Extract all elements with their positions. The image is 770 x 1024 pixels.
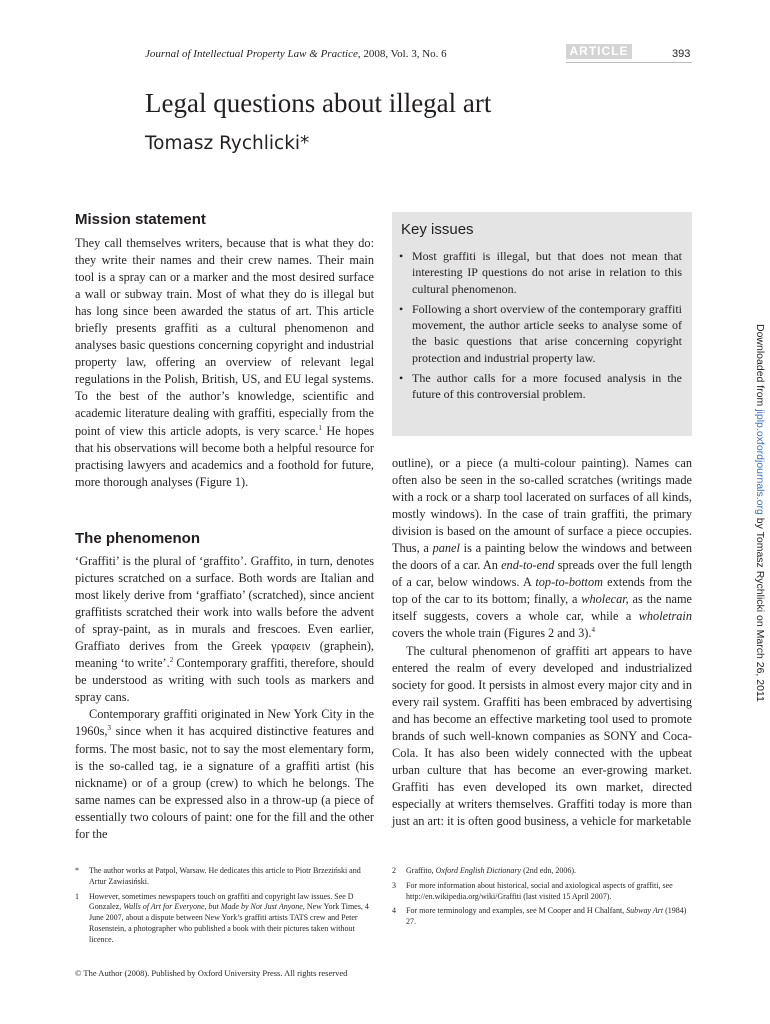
download-suffix: by Tomasz Rychlicki on March 26, 2011 — [754, 514, 766, 702]
mission-text — [75, 235, 374, 491]
phenomenon-heading: The phenomenon — [75, 530, 200, 547]
right-p1-c: spreads over the full length of a car, below windows. A — [392, 558, 692, 590]
term-top-to-bottom: top-to-bottom — [535, 575, 603, 590]
right-paragraph-2: The cultural phenomenon of graffiti art appears to have entered the realm of every developed and industrialized society for good. It persists in almost every major city and in every rail system. Graffiti has been embraced by advertising and has become an effective marketing tool used to promote brands of such well-known companies as SONY and Coca-Cola. It has also been widely connected with the upbeat urban culture that has become an ever-growing market. Graffiti has even developed its own market, directed especially at writers themselves. Graffiti today is more than just an art: it is often good business, a vehicle for marketable — [392, 643, 692, 828]
key-issues-list — [392, 248, 692, 407]
bullet-icon: • — [399, 249, 404, 263]
footnote-text-a: However, sometimes newspapers touch on graffiti and copyright law issues. See D Gonzalez, — [89, 891, 354, 912]
mission-text-b: He hopes that his observations will become both a helpful resource for practising lawyers and academics and a foothold for future, more thorough analyses (Figure 1). — [75, 423, 374, 489]
footnote-item — [392, 906, 692, 928]
footnotes-right — [392, 866, 692, 932]
footnote-label: * — [75, 866, 79, 875]
copyright-notice: © The Author (2008). Published by Oxford University Press. All rights reserved — [75, 968, 348, 978]
page-number: 393 — [672, 48, 691, 60]
phenomenon-p2-b: since when it has acquired distinctive features and forms. The most basic, not to say the most elementary form, is the so-called tag, ie a signature of a graffiti artist (his nickname) or of a group (crew) to which he belongs. The same names can be expressed also in a throw-up (a piece of essentially two colours of paint: one for the fill and the other for the — [75, 724, 374, 841]
journal-name: Journal of Intellectual Property Law & Practice — [145, 48, 358, 60]
download-prefix: Downloaded from — [754, 324, 766, 410]
footnote-ref-3[interactable]: 3 — [107, 724, 111, 733]
key-issue-text: Most graffiti is illegal, but that does not mean that interesting IP questions do not arise in relation to this cultural phenomenon. — [412, 249, 682, 296]
bullet-icon: • — [399, 371, 404, 386]
key-issues-heading: Key issues — [401, 221, 474, 238]
footnote-text — [392, 906, 692, 928]
footnote-item — [392, 881, 692, 903]
footnote-ref-4[interactable]: 4 — [591, 626, 595, 635]
footnote-item — [392, 866, 692, 877]
running-header — [145, 48, 447, 60]
key-issue-text: The author calls for a more focused analysis in the future of this controversial problem. — [412, 371, 682, 402]
bullet-icon: • — [399, 301, 404, 316]
phenomenon-p1-b: Contemporary graffiti, therefore, should be understood as writing with such tools as markers and spray cans. — [75, 656, 374, 705]
right-p1-e: as the name itself suggests, covers a whole car, while a — [392, 592, 692, 624]
phenomenon-p1-a: ‘Graffiti’ is the plural of ‘graffito’. Graffito, in turn, denotes pictures scratched on a surface. Both words are Italian and most likely derive from ‘graffiato’ (scratched), since ancient graffitists scratched their work into walls before the advent of spray-paint, as in murals and frescoes. Even earlier, Graffiato derives from the Greek γραφειν (graphein), meaning ‘to write’. — [75, 554, 374, 671]
footnote-label: 3 — [392, 880, 396, 890]
journal-citation: , 2008, Vol. 3, No. 6 — [357, 48, 447, 60]
footnote-label: 4 — [392, 906, 396, 916]
footnote-label: 2 — [392, 866, 396, 875]
footnote-text-b: (2nd edn, 2006). — [521, 866, 576, 875]
term-panel: panel — [432, 541, 460, 556]
phenomenon-paragraph-2 — [75, 706, 374, 842]
phenomenon-p2-a: Contemporary graffiti originated in New York City in the 1960s, — [75, 707, 374, 739]
download-notice — [754, 324, 766, 702]
footnote-label: 1 — [75, 891, 79, 901]
footnote-item — [75, 892, 374, 946]
footnote-text — [392, 866, 692, 877]
footnote-ref-1[interactable]: 1 — [318, 423, 322, 432]
key-issues-box — [392, 212, 692, 436]
right-p1-a: outline), or a piece (a multi-colour painting). Names can often also be seen in the so-called scratches (writings made with a rock or a sharp tool lacerated on surfaces of all kinds, mostly windows). In the case of train graffiti, the primary division is based on the amount of surface a piece occupies. Thus, a — [392, 456, 692, 556]
footnote-text-b: (1984) 27. — [406, 906, 687, 927]
key-issue-item — [392, 301, 692, 366]
right-column-text — [392, 455, 692, 830]
phenomenon-paragraph-1 — [75, 553, 374, 706]
term-wholetrain: wholetrain — [638, 609, 692, 624]
mission-text-a: They call themselves writers, because that is what they do: they write their names and their crew names. Their main tool is a spray can or a marker and the most desired surface a wall or subway train. Most of what they do is illegal but has long since been awarded the status of art. This article briefly presents graffiti as a cultural phenomenon and analyses basic questions concerning copyright and industrial property law, offering an overview of relevant legal regulations in the Polish, British, US, and EU legal systems. To the best of the author’s knowledge, scientific and academic literature dealing with graffiti, especially from the point of view this article adopts, is very scarce. — [75, 236, 374, 438]
article-author: Tomasz Rychlicki* — [145, 133, 310, 154]
term-end-to-end: end-to-end — [501, 558, 555, 573]
key-issue-text: Following a short overview of the contemporary graffiti movement, the author article seeks to analyse some of the basic questions that arise concerning copyright protection and industrial property law. — [412, 301, 682, 365]
footnote-text-a: For more terminology and examples, see M Cooper and H Chalfant, — [406, 906, 627, 916]
footnote-item — [75, 866, 374, 888]
article-title: Legal questions about illegal art — [145, 88, 492, 118]
footnote-text — [75, 892, 374, 946]
header-rule — [566, 62, 692, 63]
journal-link[interactable]: jiplp.oxfordjournals.org — [754, 409, 766, 515]
right-p1-d: extends from the top of the car to its bottom; finally, a — [392, 575, 692, 607]
key-issue-item — [392, 370, 692, 403]
phenomenon-text — [75, 553, 374, 843]
footnote-text-b: New York Times, 4 June 2007, about a dispute between New York’s graffiti artists TATS crew and Peter Rosenstein, a photographer who published a book with their pictures taken without licence. — [89, 902, 369, 944]
footnote-text: For more information about historical, social and axiological aspects of graffiti, see http://en.wikipedia.org/wiki/Graffiti (last visited 15 April 2007). — [406, 880, 673, 901]
article-badge: ARTICLE — [566, 44, 632, 59]
footnote-text-a: Graffito, — [406, 866, 436, 875]
term-wholecar: wholecar, — [581, 592, 629, 607]
key-issue-item — [392, 248, 692, 297]
footnote-text-italic: Subway Art — [626, 906, 664, 916]
footnote-ref-2[interactable]: 2 — [169, 656, 174, 665]
right-p1-f: covers the whole train (Figures 2 and 3). — [392, 626, 592, 641]
mission-heading: Mission statement — [75, 211, 206, 228]
footnote-text-italic: Walls of Art for Everyone, but Made by Not Just Anyone, — [123, 902, 305, 912]
footnote-text-italic: Oxford English Dictionary — [435, 866, 522, 875]
footnotes-left — [75, 866, 374, 950]
right-paragraph-1 — [392, 455, 692, 643]
right-p1-b: is a painting below the windows and between the doors of a car. An — [392, 541, 692, 573]
footnote-text: The author works at Patpol, Warsaw. He dedicates this article to Piotr Brzeziński and Artur Zawiasiński. — [89, 866, 361, 886]
